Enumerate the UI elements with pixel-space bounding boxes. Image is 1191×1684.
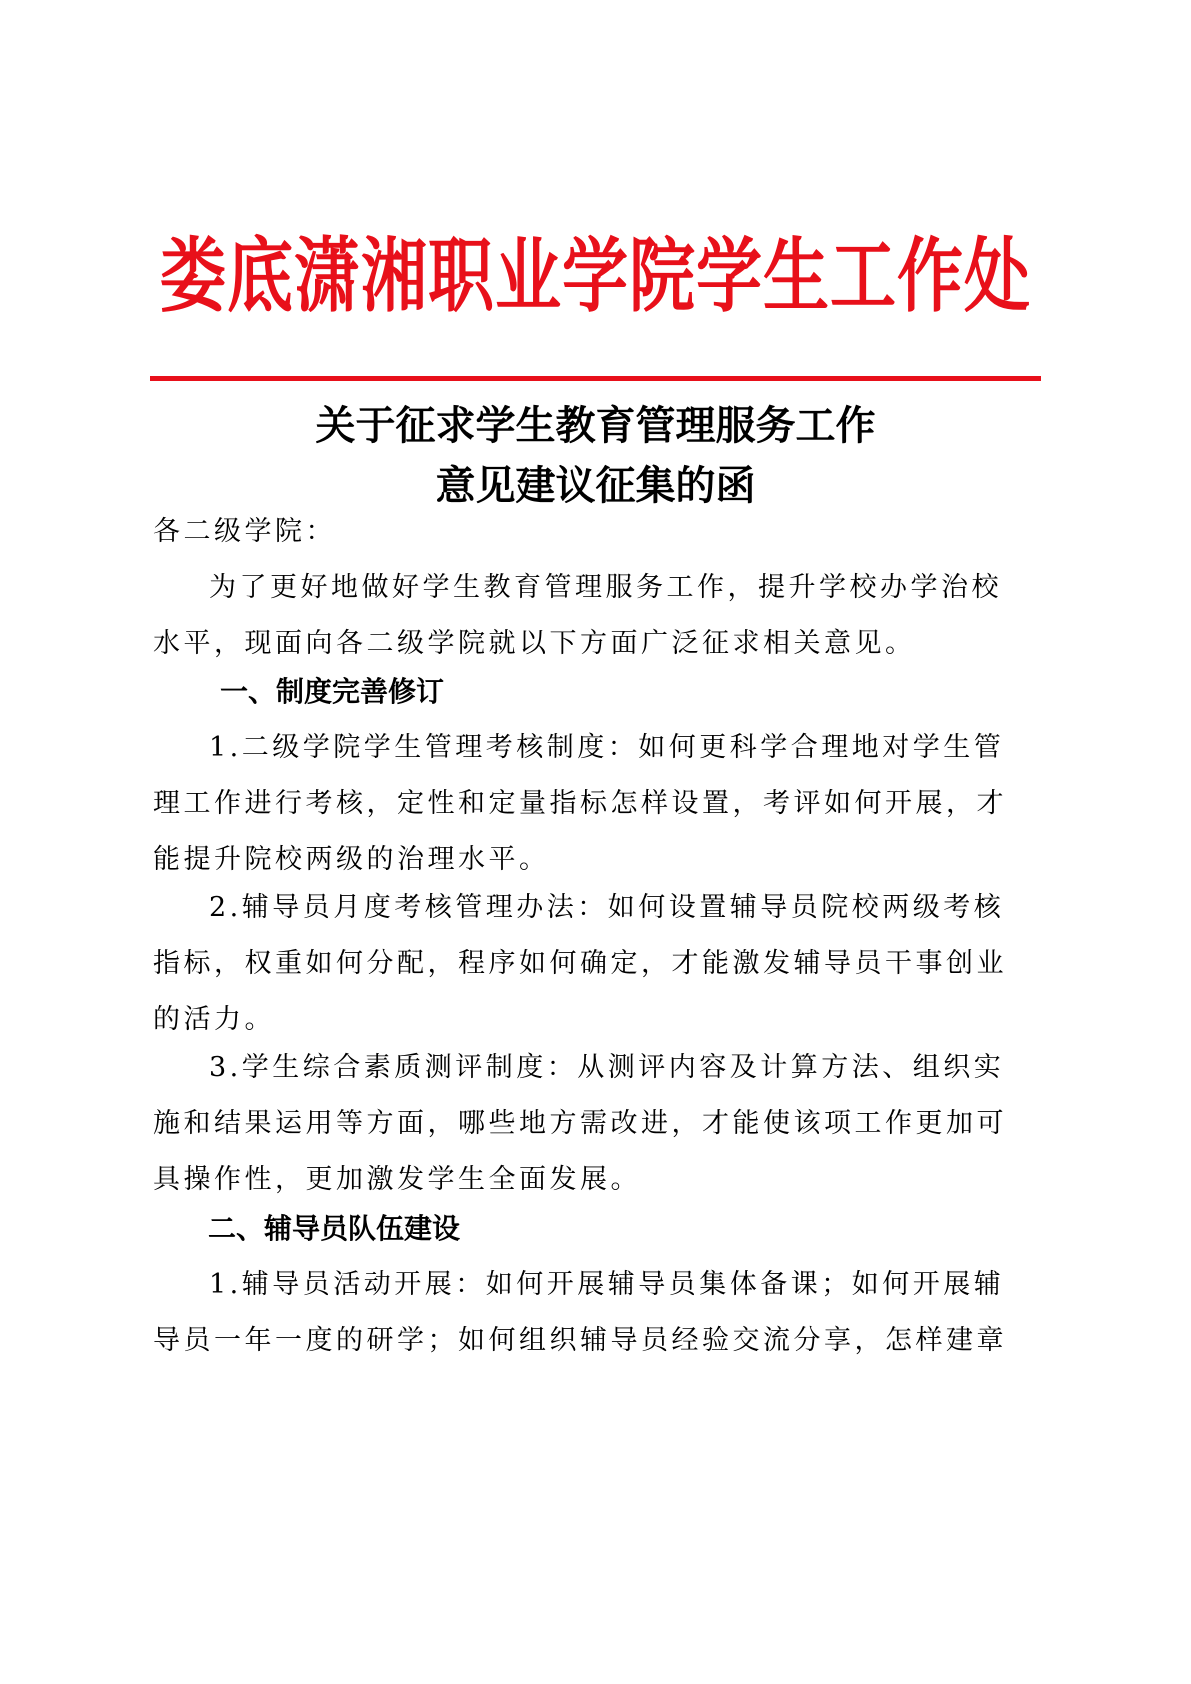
letterhead-title: 娄底潇湘职业学院学生工作处: [160, 229, 1031, 324]
salutation: 各二级学院：: [153, 516, 336, 547]
s1-item-3-line-3: 具操作性，更加激发学生全面发展。: [153, 1164, 641, 1195]
section-2-heading: 二、辅导员队伍建设: [208, 1212, 461, 1245]
s1-item-1-line-1: 1.二级学院学生管理考核制度：如何更科学合理地对学生管: [209, 732, 1005, 763]
s1-item-1-line-2: 理工作进行考核，定性和定量指标怎样设置，考评如何开展，才: [153, 788, 1007, 819]
document-title-line-2: 意见建议征集的函: [435, 462, 756, 509]
s1-item-2-line-2: 指标，权重如何分配，程序如何确定，才能激发辅导员干事创业: [153, 948, 1007, 979]
body-block-section-1-item-3: [153, 1040, 1041, 1208]
body-block-section-1-item-2: [153, 880, 1041, 1048]
s1-item-2-line-3: 的活力。: [153, 1004, 275, 1035]
body-block-section-1: [153, 720, 1041, 888]
s1-item-2-line-1: 2.辅导员月度考核管理办法：如何设置辅导员院校两级考核: [209, 892, 1005, 923]
letterhead-red-rule: [150, 376, 1041, 381]
section-1-heading: 一、制度完善修订: [220, 675, 445, 708]
document-title-line-1: 关于征求学生教育管理服务工作: [315, 402, 876, 449]
intro-line-1: 为了更好地做好学生教育管理服务工作，提升学校办学治校: [209, 572, 1002, 603]
s2-item-1-line-2: 导员一年一度的研学；如何组织辅导员经验交流分享，怎样建章: [153, 1325, 1007, 1356]
body-block-section-2: [153, 1257, 1041, 1369]
s1-item-3-line-2: 施和结果运用等方面，哪些地方需改进，才能使该项工作更加可: [153, 1108, 1007, 1139]
s1-item-1-line-3: 能提升院校两级的治理水平。: [153, 844, 550, 875]
body-block-intro: [153, 504, 1041, 672]
s2-item-1-line-1: 1.辅导员活动开展：如何开展辅导员集体备课；如何开展辅: [209, 1269, 1005, 1300]
s1-item-3-line-1: 3.学生综合素质测评制度：从测评内容及计算方法、组织实: [209, 1052, 1005, 1083]
intro-line-2: 水平，现面向各二级学院就以下方面广泛征求相关意见。: [153, 628, 916, 659]
